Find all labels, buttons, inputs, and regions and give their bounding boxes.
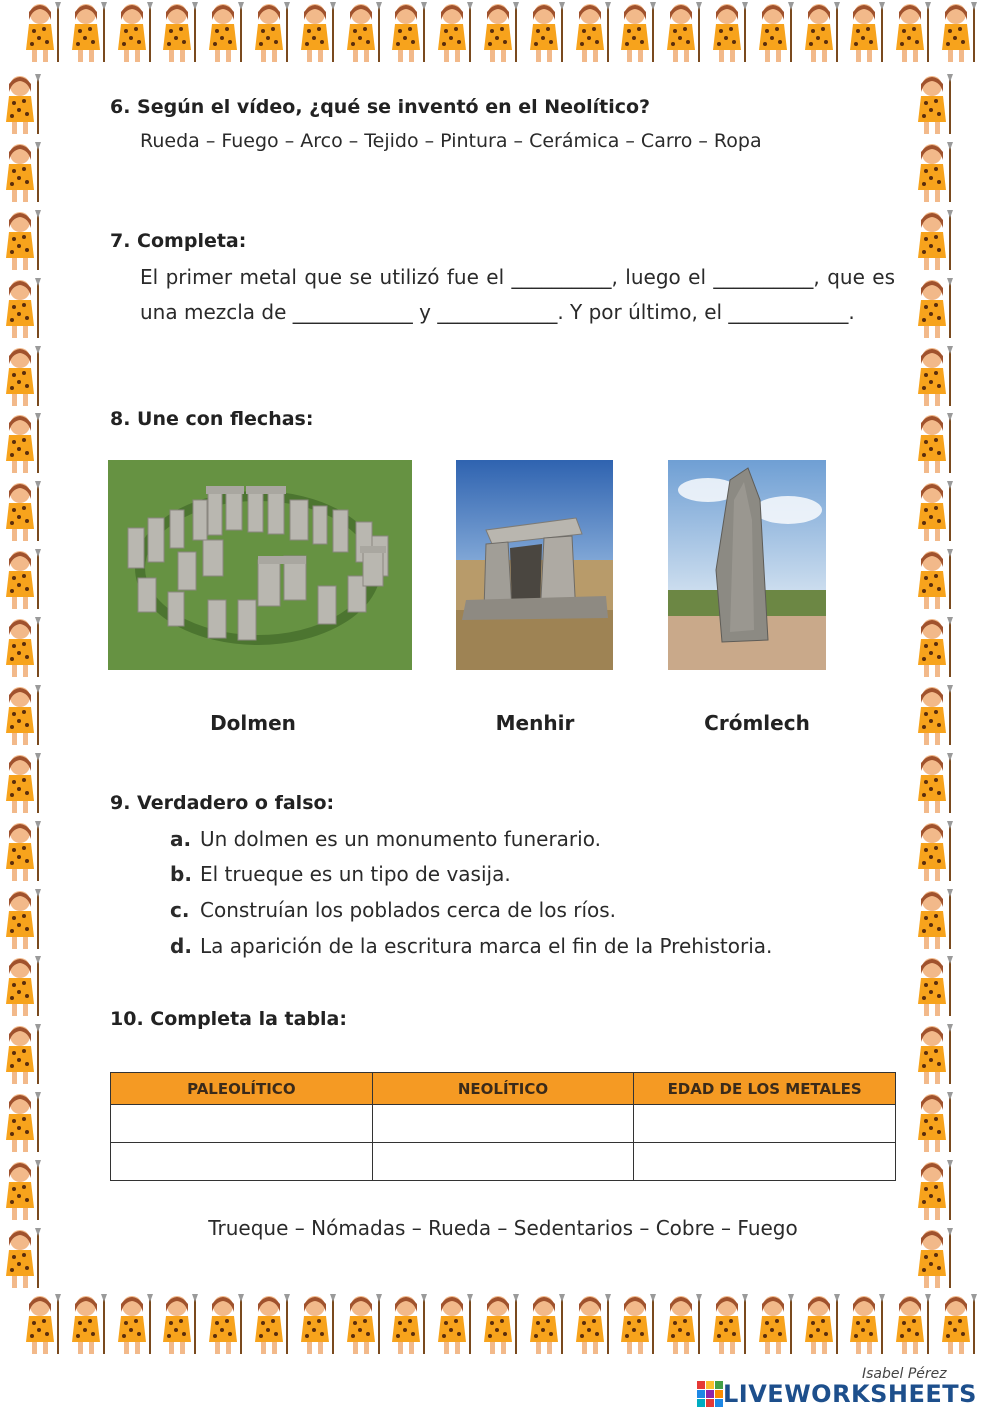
- caveman-icon: [249, 1292, 293, 1358]
- dolmen-photo: [456, 460, 613, 670]
- caveman-icon: [799, 0, 843, 66]
- caveman-icon: [66, 0, 110, 66]
- header-paleolithic: PALEOLÍTICO: [111, 1073, 373, 1105]
- brand-name: LIVEWORKSHEETS: [723, 1380, 977, 1408]
- caveman-icon: [844, 0, 888, 66]
- caveman-icon: [753, 1292, 797, 1358]
- caveman-icon: [912, 1158, 956, 1224]
- caveman-icon: [0, 411, 44, 477]
- table-row: [111, 1143, 896, 1181]
- caveman-icon: [386, 1292, 430, 1358]
- true-false-item-b: b. El trueque es un tipo de vasija.: [170, 862, 511, 886]
- caveman-icon: [912, 683, 956, 749]
- author-signature: Isabel Pérez: [862, 1366, 947, 1382]
- caveman-icon: [912, 954, 956, 1020]
- caveman-icon: [912, 208, 956, 274]
- caveman-icon: [570, 1292, 614, 1358]
- caveman-icon: [0, 1022, 44, 1088]
- question-10-title: 10. Completa la tabla:: [110, 1008, 347, 1030]
- answer-cell[interactable]: [372, 1143, 634, 1181]
- caveman-icon: [912, 344, 956, 410]
- caveman-icon: [912, 1022, 956, 1088]
- caveman-icon: [890, 1292, 934, 1358]
- left-caveman-border: [0, 72, 90, 1292]
- caveman-icon: [0, 887, 44, 953]
- caveman-icon: [570, 0, 614, 66]
- caveman-icon: [203, 0, 247, 66]
- caveman-icon: [0, 72, 44, 138]
- caveman-icon: [912, 751, 956, 817]
- caveman-icon: [912, 547, 956, 613]
- caveman-icon: [0, 276, 44, 342]
- caveman-icon: [912, 140, 956, 206]
- caveman-icon: [912, 411, 956, 477]
- caveman-icon: [912, 615, 956, 681]
- caveman-icon: [295, 1292, 339, 1358]
- caveman-icon: [341, 1292, 385, 1358]
- caveman-icon: [661, 0, 705, 66]
- caveman-icon: [936, 0, 980, 66]
- right-caveman-border: [912, 72, 1000, 1292]
- caption-cromlech: Crómlech: [704, 711, 810, 735]
- caveman-icon: [478, 1292, 522, 1358]
- answer-cell[interactable]: [111, 1105, 373, 1143]
- question-7-fill-text: El primer metal que se utilizó fue el __________, luego el __________, que es una mezcla de ____________ y ____________. Y por último, el ____________.: [140, 265, 895, 324]
- caveman-icon: [0, 344, 44, 410]
- caveman-icon: [249, 0, 293, 66]
- true-false-item-c: c. Construían los poblados cerca de los ríos.: [170, 898, 617, 922]
- table-row: [111, 1105, 896, 1143]
- caveman-icon: [912, 887, 956, 953]
- menhir-photo: [668, 460, 826, 670]
- question-6-title: 6. Según el vídeo, ¿qué se inventó en el Neolítico?: [110, 96, 651, 118]
- true-false-item-d: d. La aparición de la escritura marca el fin de la Prehistoria.: [170, 934, 773, 958]
- caveman-icon: [157, 1292, 201, 1358]
- caveman-icon: [432, 1292, 476, 1358]
- caveman-icon: [0, 751, 44, 817]
- caveman-icon: [912, 72, 956, 138]
- header-metal-age: EDAD DE LOS METALES: [634, 1073, 896, 1105]
- caveman-icon: [912, 1090, 956, 1156]
- caveman-icon: [524, 1292, 568, 1358]
- caption-dolmen: Dolmen: [210, 711, 296, 735]
- caveman-icon: [432, 0, 476, 66]
- answer-cell[interactable]: [372, 1105, 634, 1143]
- true-false-item-a: a. Un dolmen es un monumento funerario.: [170, 827, 601, 851]
- question-8-title: 8. Une con flechas:: [110, 408, 314, 430]
- caveman-icon: [936, 1292, 980, 1358]
- caveman-icon: [341, 0, 385, 66]
- caveman-icon: [524, 0, 568, 66]
- header-neolithic: NEOLÍTICO: [372, 1073, 634, 1105]
- periods-table: [110, 1072, 896, 1181]
- caveman-icon: [0, 819, 44, 885]
- caveman-icon: [386, 0, 430, 66]
- liveworksheets-logo[interactable]: [697, 1380, 977, 1408]
- caveman-icon: [0, 1090, 44, 1156]
- caveman-icon: [0, 954, 44, 1020]
- caveman-icon: [799, 1292, 843, 1358]
- caveman-icon: [890, 0, 934, 66]
- caveman-icon: [0, 479, 44, 545]
- caveman-icon: [0, 615, 44, 681]
- caveman-icon: [478, 0, 522, 66]
- caveman-icon: [0, 208, 44, 274]
- caveman-icon: [295, 0, 339, 66]
- caveman-icon: [615, 0, 659, 66]
- caption-menhir: Menhir: [495, 711, 575, 735]
- top-caveman-border: [20, 0, 980, 72]
- answer-cell[interactable]: [634, 1105, 896, 1143]
- question-9-title: 9. Verdadero o falso:: [110, 792, 335, 814]
- question-6-options: Rueda – Fuego – Arco – Tejido – Pintura – Cerámica – Carro – Ropa: [140, 130, 762, 152]
- caveman-icon: [0, 140, 44, 206]
- caveman-icon: [203, 1292, 247, 1358]
- liveworksheets-logo-icon: [697, 1381, 723, 1407]
- word-bank: Trueque – Nómadas – Rueda – Sedentarios – Cobre – Fuego: [208, 1216, 798, 1240]
- caveman-icon: [707, 0, 751, 66]
- caveman-icon: [66, 1292, 110, 1358]
- stonehenge-photo: [108, 460, 412, 670]
- caveman-icon: [112, 0, 156, 66]
- caveman-icon: [707, 1292, 751, 1358]
- caveman-icon: [912, 276, 956, 342]
- answer-cell[interactable]: [634, 1143, 896, 1181]
- answer-cell[interactable]: [111, 1143, 373, 1181]
- caveman-icon: [0, 683, 44, 749]
- caveman-icon: [20, 0, 64, 66]
- caveman-icon: [20, 1292, 64, 1358]
- caveman-icon: [844, 1292, 888, 1358]
- caveman-icon: [912, 1226, 956, 1292]
- caveman-icon: [912, 479, 956, 545]
- caveman-icon: [661, 1292, 705, 1358]
- caveman-icon: [0, 1226, 44, 1292]
- caveman-icon: [157, 0, 201, 66]
- bottom-caveman-border: [20, 1292, 980, 1364]
- caveman-icon: [0, 547, 44, 613]
- caveman-icon: [615, 1292, 659, 1358]
- caveman-icon: [0, 1158, 44, 1224]
- caveman-icon: [912, 819, 956, 885]
- question-7-title: 7. Completa:: [110, 230, 247, 252]
- caveman-icon: [753, 0, 797, 66]
- caveman-icon: [112, 1292, 156, 1358]
